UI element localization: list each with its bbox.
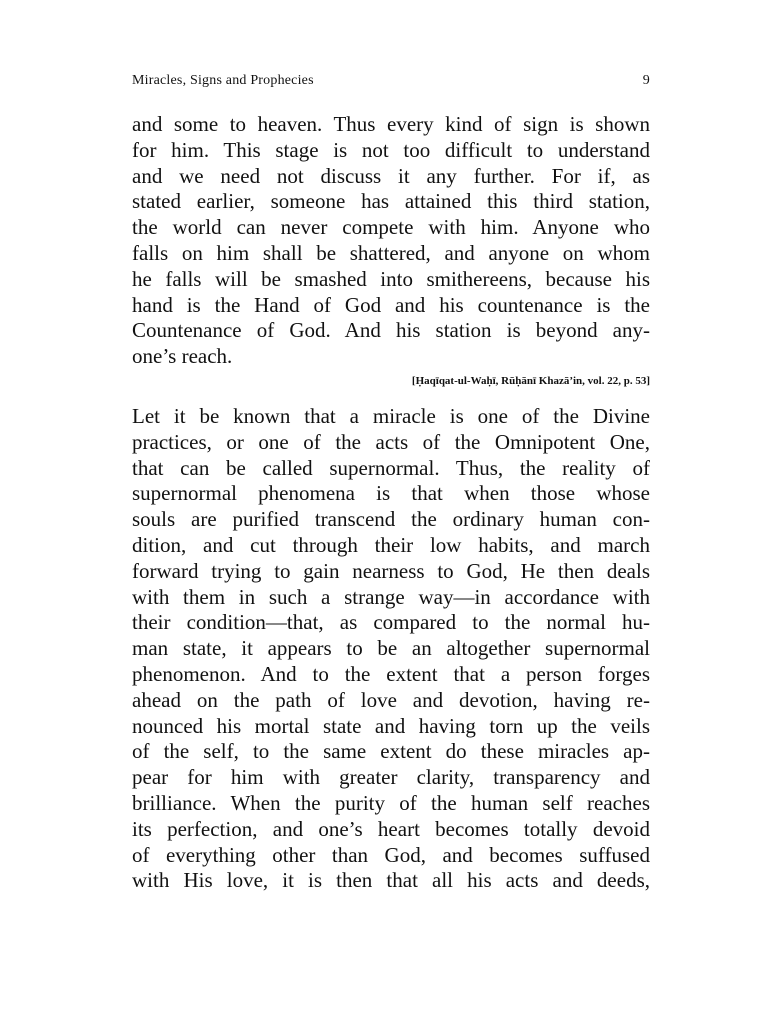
paragraph-1 (132, 112, 650, 370)
text-line: and we need not discuss it any further. For if, as (132, 163, 650, 188)
text-line: stated earlier, someone has attained this third station, (132, 189, 650, 214)
text-line: souls are purified transcend the ordinary human con- (132, 507, 650, 532)
text-line: Let it be known that a miracle is one of the Divine (132, 404, 650, 428)
text-line: nounced his mortal state and having torn up the veils (132, 713, 650, 738)
running-title: Miracles, Signs and Prophecies (132, 73, 314, 88)
text-line: and some to heaven. Thus every kind of sign is shown (132, 112, 650, 136)
citation-reference: [Ḥaqīqat-ul-Waḥī, Rūḥānī Khazā’in, vol. 22, p. 53] (411, 375, 650, 387)
text-line: hand is the Hand of God and his countenance is the (132, 292, 650, 317)
text-line: their condition—that, as compared to the normal hu- (132, 610, 650, 635)
text-line: man state, it appears to be an altogether supernormal (132, 636, 650, 661)
text-line: he falls will be smashed into smithereens, because his (132, 266, 650, 291)
text-line: dition, and cut through their low habits, and march (132, 532, 650, 557)
text-line: for him. This stage is not too difficult to understand (132, 137, 650, 162)
text-line: pear for him with greater clarity, transparency and (132, 765, 650, 790)
text-line: falls on him shall be shattered, and anyone on whom (132, 240, 650, 265)
text-line: brilliance. When the purity of the human self reaches (132, 790, 650, 815)
text-line: forward trying to gain nearness to God, He then deals (132, 558, 650, 583)
text-line: Countenance of God. And his station is beyond any- (132, 318, 650, 343)
text-line: with His love, it is then that all his acts and deeds, (132, 868, 650, 893)
text-line: that can be called supernormal. Thus, the reality of (132, 455, 650, 480)
text-line: ahead on the path of love and devotion, having re- (132, 687, 650, 712)
text-line: phenomenon. And to the extent that a person forges (132, 661, 650, 686)
running-header (132, 73, 650, 93)
text-line: the world can never compete with him. Anyone who (132, 215, 650, 240)
page-number: 9 (642, 73, 650, 88)
text-line: one’s reach. (132, 344, 233, 369)
paragraph-2 (132, 404, 650, 894)
text-line: supernormal phenomena is that when those whose (132, 481, 650, 506)
text-line: its perfection, and one’s heart becomes totally devoid (132, 816, 650, 841)
text-line: with them in such a strange way—in accordance with (132, 584, 650, 609)
text-line: practices, or one of the acts of the Omnipotent One, (132, 429, 650, 454)
text-line: of the self, to the same extent do these miracles ap- (132, 739, 650, 764)
text-line: of everything other than God, and becomes suffused (132, 842, 650, 867)
